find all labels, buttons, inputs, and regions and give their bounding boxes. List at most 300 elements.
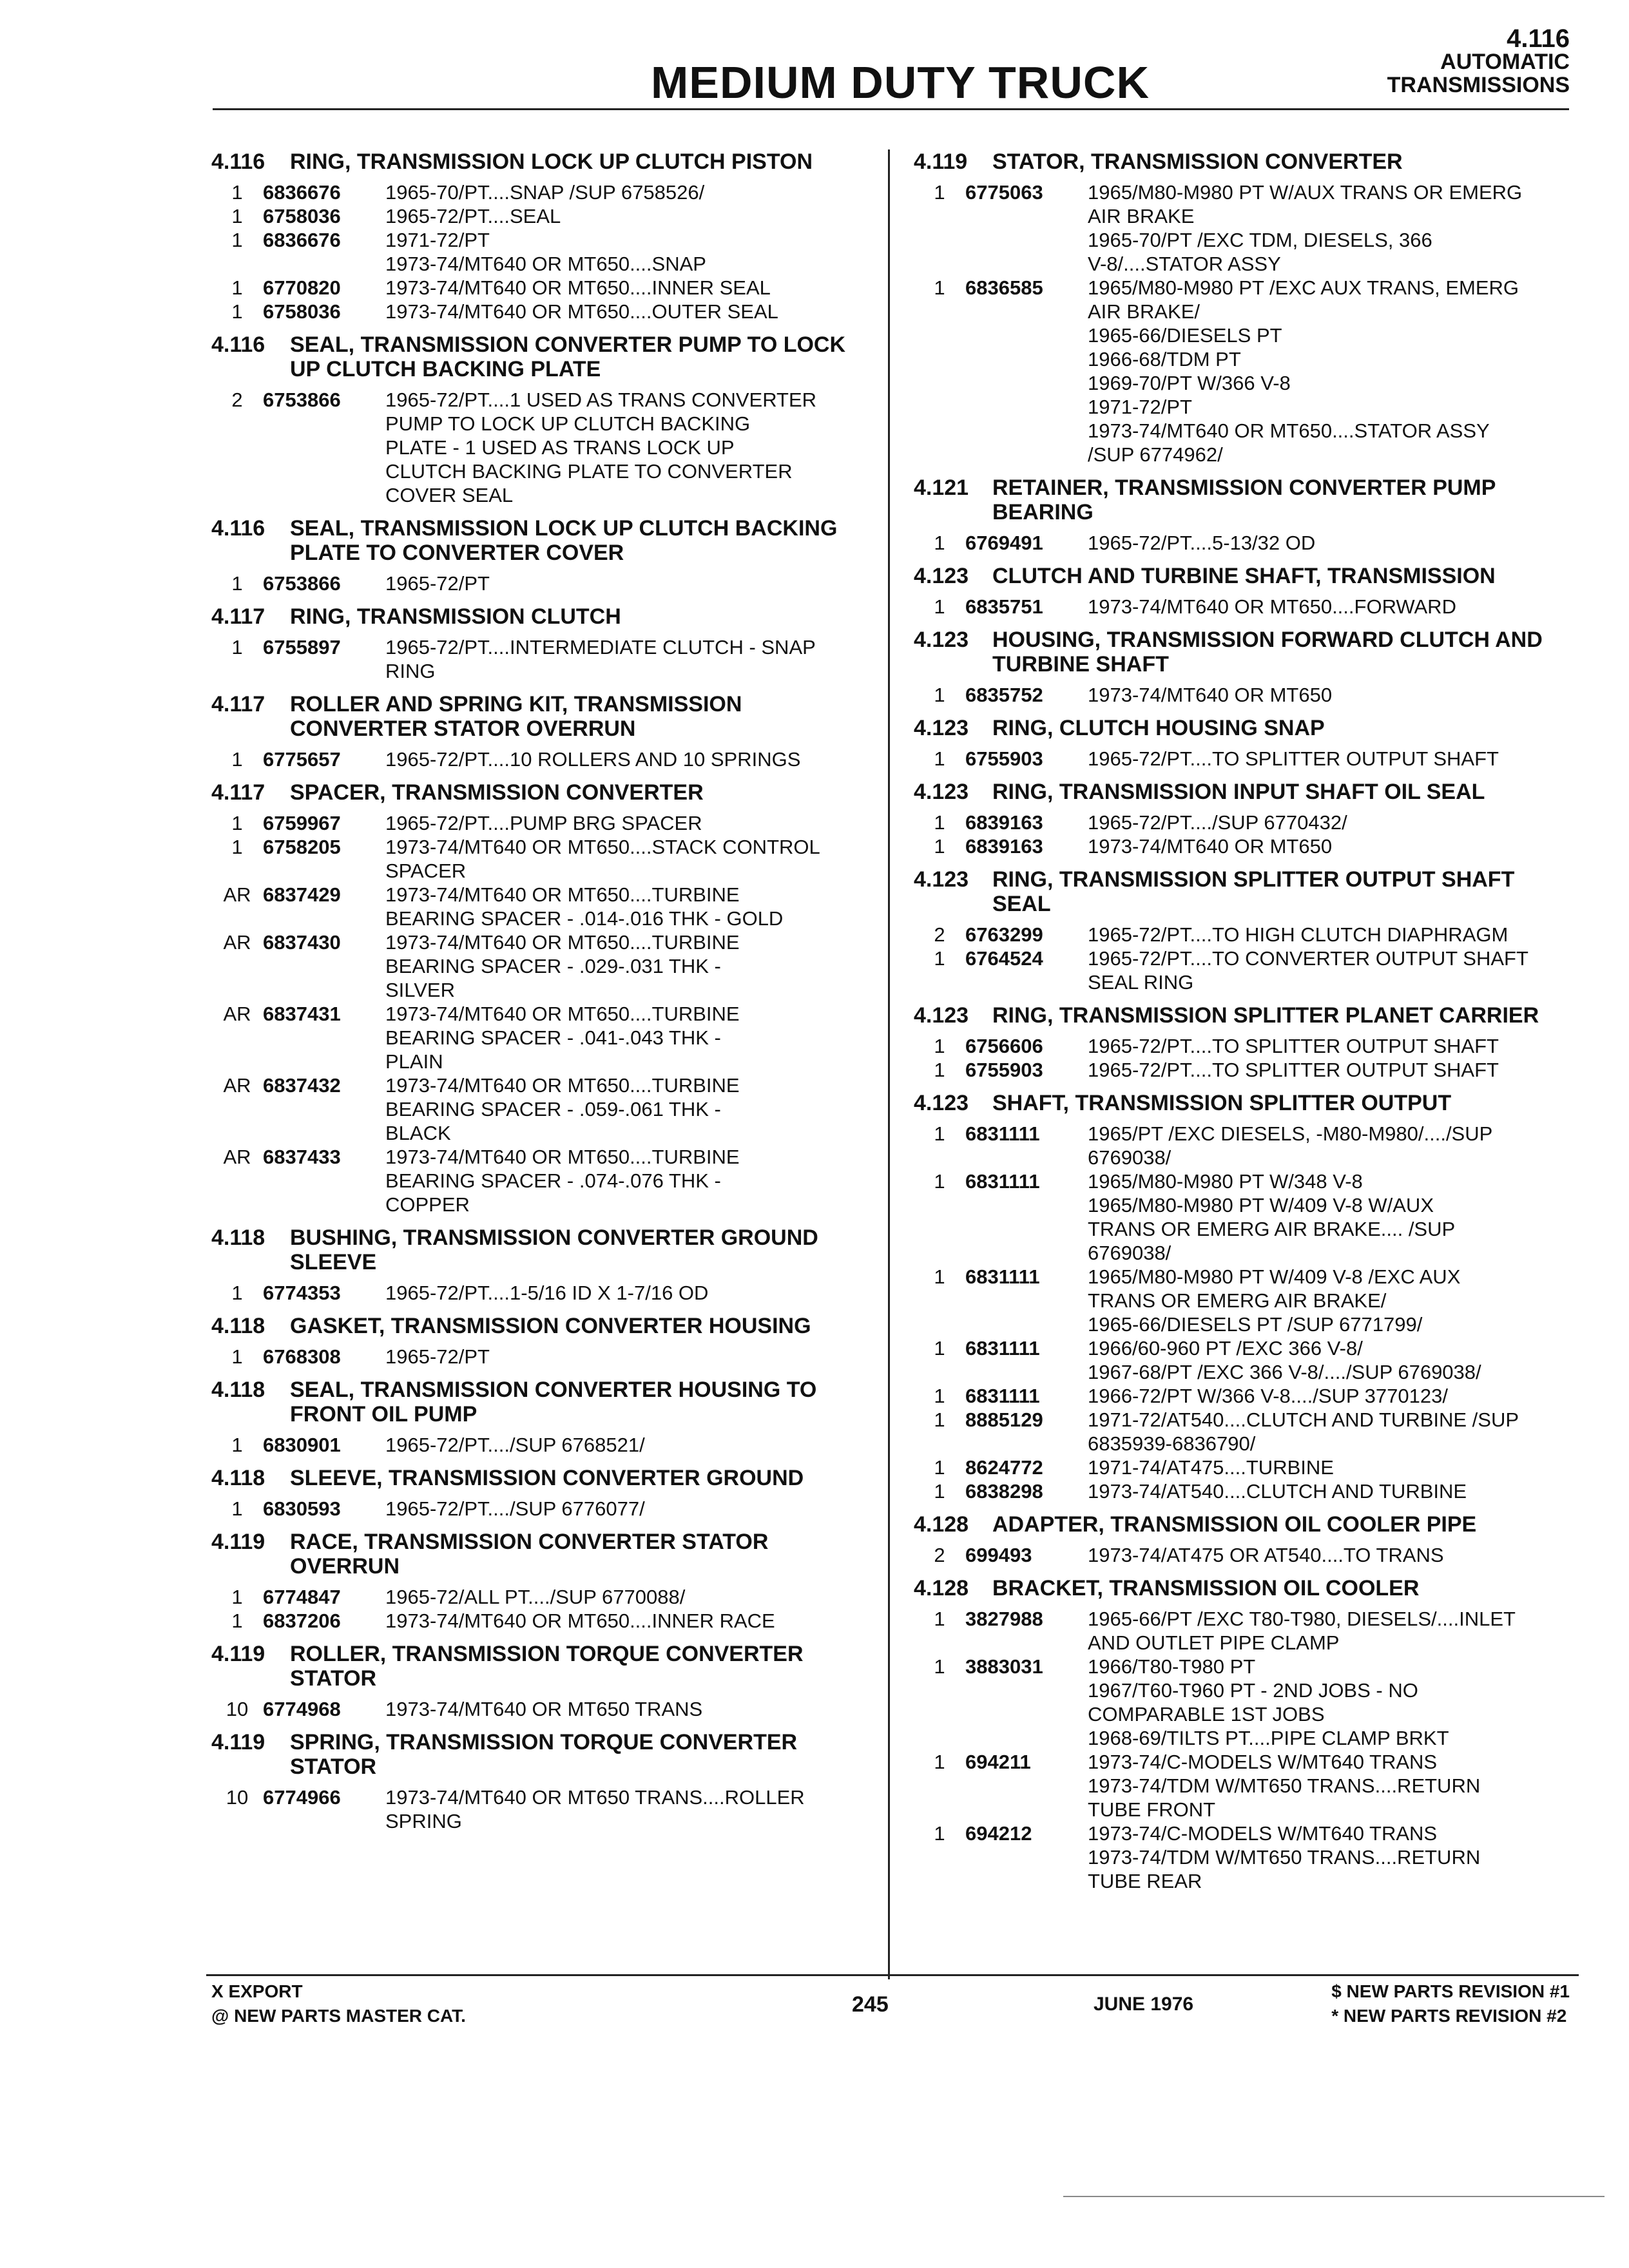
part-row bbox=[914, 1821, 1571, 1893]
part-row bbox=[914, 595, 1571, 619]
part-row bbox=[211, 1345, 856, 1369]
part-row bbox=[211, 1497, 856, 1521]
catalog-section bbox=[914, 716, 1571, 771]
part-quantity: 1 bbox=[231, 572, 243, 595]
section-title: RING, TRANSMISSION SPLITTER OUTPUT SHAFT SEAL bbox=[992, 867, 1515, 916]
part-description bbox=[385, 883, 856, 930]
part-number: 6837433 bbox=[263, 1146, 341, 1168]
part-quantity: 1 bbox=[231, 276, 243, 299]
section-header bbox=[914, 476, 1571, 524]
description-line: SILVER bbox=[385, 979, 455, 1001]
part-description bbox=[1088, 683, 1571, 707]
part-description bbox=[1088, 1408, 1571, 1456]
part-number: 6831111 bbox=[965, 1122, 1040, 1145]
legend-master-cat: @ NEW PARTS MASTER CAT. bbox=[211, 2006, 466, 2026]
part-row bbox=[914, 1607, 1571, 1655]
section-number: 4.116 bbox=[1507, 24, 1570, 53]
right-column bbox=[914, 149, 1571, 1902]
section-code: 4.128 bbox=[914, 1576, 969, 1600]
part-row bbox=[914, 1336, 1571, 1384]
part-description bbox=[385, 228, 856, 276]
description-line: 1965-66/DIESELS PT bbox=[1088, 324, 1282, 347]
part-number: 6836676 bbox=[263, 229, 341, 251]
part-quantity: 1 bbox=[231, 1434, 243, 1456]
part-row bbox=[914, 180, 1571, 276]
part-row bbox=[914, 531, 1571, 555]
part-number: 6775657 bbox=[263, 748, 341, 771]
part-number: 6774847 bbox=[263, 1586, 341, 1608]
description-line: RING bbox=[385, 660, 436, 682]
description-line: 1973-74/MT640 OR MT650....INNER RACE bbox=[385, 1610, 775, 1632]
section-title: SLEEVE, TRANSMISSION CONVERTER GROUND bbox=[290, 1466, 804, 1490]
part-number: 6759967 bbox=[263, 812, 341, 834]
description-line: 1973-74/MT640 OR MT650....TURBINE bbox=[385, 1074, 740, 1097]
part-description bbox=[1088, 595, 1571, 619]
part-quantity: 1 bbox=[934, 835, 945, 858]
description-line: TUBE FRONT bbox=[1088, 1798, 1216, 1821]
part-description bbox=[385, 1073, 856, 1145]
section-code: 4.117 bbox=[211, 604, 265, 629]
section-code: 4.116 bbox=[211, 149, 265, 174]
part-number: 8624772 bbox=[965, 1456, 1043, 1479]
part-description bbox=[385, 1697, 856, 1721]
description-line: 1973-74/MT640 OR MT650....STATOR ASSY bbox=[1088, 419, 1490, 442]
part-number: 6831111 bbox=[965, 1385, 1040, 1407]
section-title: HOUSING, TRANSMISSION FORWARD CLUTCH AND TURBINE SHAFT bbox=[992, 628, 1543, 677]
part-quantity: 1 bbox=[231, 1345, 243, 1368]
part-row bbox=[211, 747, 856, 771]
description-line: AIR BRAKE/ bbox=[1088, 300, 1200, 323]
part-row bbox=[211, 883, 856, 930]
description-line: 1965-72/ALL PT..../SUP 6770088/ bbox=[385, 1586, 686, 1608]
part-quantity: 1 bbox=[934, 1122, 945, 1145]
part-quantity: 1 bbox=[934, 1456, 945, 1479]
section-code: 4.118 bbox=[211, 1466, 265, 1490]
section-code: 4.123 bbox=[914, 564, 969, 588]
description-line: 1973-74/AT475 OR AT540....TO TRANS bbox=[1088, 1544, 1444, 1566]
description-line: 1973-74/MT640 OR MT650 bbox=[1088, 835, 1333, 858]
part-quantity: 1 bbox=[934, 1385, 945, 1407]
section-header bbox=[914, 1576, 1571, 1600]
part-number: 6770820 bbox=[263, 276, 341, 299]
part-number: 6756606 bbox=[965, 1035, 1043, 1057]
part-number: 6774353 bbox=[263, 1282, 341, 1304]
section-code: 4.119 bbox=[914, 149, 968, 174]
part-row bbox=[914, 1384, 1571, 1408]
part-description bbox=[385, 1281, 856, 1305]
description-line: COPPER bbox=[385, 1193, 470, 1216]
header-divider bbox=[213, 108, 1569, 110]
part-row bbox=[914, 811, 1571, 834]
section-header bbox=[211, 1378, 856, 1427]
section-header bbox=[914, 867, 1571, 916]
section-code: 4.119 bbox=[211, 1530, 265, 1554]
description-line: 1973-74/MT640 OR MT650....TURBINE bbox=[385, 931, 740, 954]
page-title: MEDIUM DUTY TRUCK bbox=[651, 57, 1150, 108]
part-quantity: 1 bbox=[934, 1480, 945, 1503]
section-title: GASKET, TRANSMISSION CONVERTER HOUSING bbox=[290, 1314, 811, 1338]
section-title: ROLLER AND SPRING KIT, TRANSMISSION CONVERTER STATOR OVERRUN bbox=[290, 692, 742, 741]
part-description bbox=[1088, 1750, 1571, 1821]
part-quantity: 1 bbox=[934, 595, 945, 618]
description-line: 1971-72/AT540....CLUTCH AND TURBINE /SUP bbox=[1088, 1408, 1519, 1431]
part-description bbox=[1088, 1456, 1571, 1479]
part-row bbox=[211, 388, 856, 507]
part-row bbox=[914, 1655, 1571, 1750]
part-number: 6838298 bbox=[965, 1480, 1043, 1503]
section-title: SEAL, TRANSMISSION LOCK UP CLUTCH BACKING PLATE TO CONVERTER COVER bbox=[290, 516, 838, 565]
legend-revision-1: $ NEW PARTS REVISION #1 bbox=[1331, 1981, 1570, 2001]
part-number: 6835752 bbox=[965, 684, 1043, 706]
part-description bbox=[385, 1345, 856, 1369]
part-description bbox=[385, 1785, 856, 1833]
part-description bbox=[1088, 923, 1571, 947]
description-line: 1973-74/MT640 OR MT650....TURBINE bbox=[385, 1003, 740, 1025]
part-quantity: AR bbox=[223, 1146, 251, 1168]
description-line: /SUP 6774962/ bbox=[1088, 443, 1223, 466]
description-line: 1973-74/MT640 OR MT650 bbox=[1088, 684, 1333, 706]
description-line: PLATE - 1 USED AS TRANS LOCK UP bbox=[385, 436, 735, 459]
catalog-section bbox=[211, 1642, 856, 1721]
description-line: 1973-74/C-MODELS W/MT640 TRANS bbox=[1088, 1751, 1438, 1773]
description-line: 1965-66/DIESELS PT /SUP 6771799/ bbox=[1088, 1313, 1423, 1336]
part-number: 6839163 bbox=[965, 811, 1043, 834]
part-row bbox=[914, 834, 1571, 858]
section-heading bbox=[1387, 24, 1570, 97]
part-row bbox=[211, 204, 856, 228]
part-description bbox=[1088, 1122, 1571, 1169]
part-number: 694211 bbox=[965, 1751, 1031, 1773]
part-description bbox=[1088, 1607, 1571, 1655]
section-code: 4.123 bbox=[914, 1091, 969, 1115]
description-line: 1971-72/PT bbox=[385, 229, 490, 251]
part-number: 6755903 bbox=[965, 747, 1043, 770]
catalog-section bbox=[914, 149, 1571, 466]
part-number: 6836585 bbox=[965, 276, 1043, 299]
part-quantity: 2 bbox=[934, 923, 945, 946]
section-header bbox=[211, 1225, 856, 1274]
part-quantity: 1 bbox=[934, 947, 945, 970]
section-title: SEAL, TRANSMISSION CONVERTER HOUSING TO FRONT OIL PUMP bbox=[290, 1378, 817, 1427]
part-description bbox=[385, 1609, 856, 1633]
part-number: 6774968 bbox=[263, 1698, 341, 1720]
section-code: 4.121 bbox=[914, 476, 969, 500]
section-title: SHAFT, TRANSMISSION SPLITTER OUTPUT bbox=[992, 1091, 1452, 1115]
description-line: 1965-70/PT /EXC TDM, DIESELS, 366 bbox=[1088, 229, 1432, 251]
description-line: 6835939-6836790/ bbox=[1088, 1432, 1256, 1455]
part-number: 6758036 bbox=[263, 300, 341, 323]
part-description bbox=[1088, 834, 1571, 858]
description-line: BEARING SPACER - .014-.016 THK - GOLD bbox=[385, 907, 784, 930]
part-number: 6837432 bbox=[263, 1074, 341, 1097]
part-quantity: 1 bbox=[231, 1610, 243, 1632]
part-number: 694212 bbox=[965, 1822, 1032, 1845]
description-line: 1973-74/AT540....CLUTCH AND TURBINE bbox=[1088, 1480, 1467, 1503]
catalog-section bbox=[914, 1576, 1571, 1893]
description-line: 1973-74/MT640 OR MT650....OUTER SEAL bbox=[385, 300, 778, 323]
catalog-section bbox=[914, 476, 1571, 555]
part-description bbox=[385, 930, 856, 1002]
description-line: 1965-72/PT....5-13/32 OD bbox=[1088, 532, 1316, 554]
catalog-section bbox=[914, 564, 1571, 619]
section-title: RING, TRANSMISSION INPUT SHAFT OIL SEAL bbox=[992, 780, 1485, 804]
description-line: 1967/T60-T960 PT - 2ND JOBS - NO bbox=[1088, 1679, 1418, 1702]
part-row bbox=[211, 835, 856, 883]
part-row bbox=[211, 572, 856, 595]
part-row bbox=[211, 1145, 856, 1216]
part-quantity: 1 bbox=[934, 1822, 945, 1845]
section-header bbox=[211, 1642, 856, 1691]
part-quantity: AR bbox=[223, 883, 251, 906]
section-title: BUSHING, TRANSMISSION CONVERTER GROUND SLEEVE bbox=[290, 1225, 818, 1274]
part-description bbox=[385, 1145, 856, 1216]
section-code: 4.117 bbox=[211, 692, 265, 716]
part-description bbox=[1088, 947, 1571, 994]
description-line: 1973-74/MT640 OR MT650 TRANS bbox=[385, 1698, 703, 1720]
part-quantity: 1 bbox=[934, 1265, 945, 1288]
part-description bbox=[1088, 1479, 1571, 1503]
footer-divider bbox=[206, 1974, 1579, 1976]
catalog-section bbox=[211, 1314, 856, 1369]
part-row bbox=[914, 947, 1571, 994]
part-quantity: AR bbox=[223, 1074, 251, 1097]
part-row bbox=[914, 1479, 1571, 1503]
part-quantity: 1 bbox=[231, 1282, 243, 1304]
section-code: 4.123 bbox=[914, 1003, 969, 1028]
part-row bbox=[914, 1169, 1571, 1265]
part-quantity: 2 bbox=[231, 389, 243, 411]
description-line: 1965-72/PT....TO CONVERTER OUTPUT SHAFT bbox=[1088, 947, 1528, 970]
section-header bbox=[211, 604, 856, 629]
section-header bbox=[914, 716, 1571, 740]
description-line: 1973-74/TDM W/MT650 TRANS....RETURN bbox=[1088, 1774, 1481, 1797]
part-description bbox=[385, 572, 856, 595]
description-line: 1973-74/MT640 OR MT650 TRANS....ROLLER bbox=[385, 1786, 805, 1809]
description-line: 1967-68/PT /EXC 366 V-8/..../SUP 6769038/ bbox=[1088, 1361, 1481, 1383]
part-description bbox=[1088, 811, 1571, 834]
part-quantity: 1 bbox=[231, 300, 243, 323]
catalog-section bbox=[914, 867, 1571, 994]
section-code: 4.123 bbox=[914, 628, 969, 652]
section-header bbox=[914, 1003, 1571, 1028]
catalog-section bbox=[211, 780, 856, 1216]
bottom-rule bbox=[1063, 2196, 1605, 2197]
section-title: ADAPTER, TRANSMISSION OIL COOLER PIPE bbox=[992, 1512, 1477, 1537]
section-code: 4.123 bbox=[914, 780, 969, 804]
description-line: 1965-72/PT..../SUP 6770432/ bbox=[1088, 811, 1347, 834]
section-title: ROLLER, TRANSMISSION TORQUE CONVERTER STATOR bbox=[290, 1642, 804, 1691]
part-number: 6768308 bbox=[263, 1345, 341, 1368]
section-title: RING, TRANSMISSION CLUTCH bbox=[290, 604, 621, 629]
part-row bbox=[211, 930, 856, 1002]
section-header bbox=[211, 1730, 856, 1779]
part-number: 6763299 bbox=[965, 923, 1043, 946]
part-row bbox=[211, 300, 856, 323]
part-row bbox=[211, 811, 856, 835]
part-quantity: 1 bbox=[934, 1408, 945, 1431]
catalog-section bbox=[914, 1512, 1571, 1567]
publication-date: JUNE 1976 bbox=[1094, 1994, 1194, 2015]
part-row bbox=[211, 1697, 856, 1721]
description-line: 1969-70/PT W/366 V-8 bbox=[1088, 372, 1291, 394]
part-row bbox=[211, 1585, 856, 1609]
catalog-section bbox=[211, 332, 856, 507]
description-line: 1965/M80-M980 PT W/409 V-8 /EXC AUX bbox=[1088, 1265, 1461, 1288]
description-line: 1965/PT /EXC DIESELS, -M80-M980/..../SUP bbox=[1088, 1122, 1493, 1145]
description-line: 1965-70/PT....SNAP /SUP 6758526/ bbox=[385, 181, 705, 204]
part-description bbox=[385, 1002, 856, 1073]
part-description bbox=[1088, 531, 1571, 555]
section-code: 4.123 bbox=[914, 716, 969, 740]
part-number: 6753866 bbox=[263, 572, 341, 595]
part-quantity: 1 bbox=[231, 836, 243, 858]
section-title: CLUTCH AND TURBINE SHAFT, TRANSMISSION bbox=[992, 564, 1496, 588]
description-line: BEARING SPACER - .059-.061 THK - bbox=[385, 1098, 721, 1120]
catalog-section bbox=[211, 1225, 856, 1305]
description-line: 1965-72/PT....TO HIGH CLUTCH DIAPHRAGM bbox=[1088, 923, 1509, 946]
part-quantity: 1 bbox=[934, 747, 945, 770]
part-description bbox=[1088, 1169, 1571, 1265]
description-line: 1971-72/PT bbox=[1088, 396, 1192, 418]
page-number: 245 bbox=[852, 1992, 889, 2017]
description-line: AIR BRAKE bbox=[1088, 205, 1195, 227]
part-quantity: 10 bbox=[226, 1786, 249, 1809]
description-line: 1965-72/PT..../SUP 6776077/ bbox=[385, 1497, 645, 1520]
section-title: STATOR, TRANSMISSION CONVERTER bbox=[992, 149, 1403, 174]
part-number: 6769491 bbox=[965, 532, 1043, 554]
description-line: 1965-72/PT....1 USED AS TRANS CONVERTER bbox=[385, 389, 817, 411]
part-description bbox=[385, 1433, 856, 1457]
description-line: 1971-74/AT475....TURBINE bbox=[1088, 1456, 1334, 1479]
section-header bbox=[914, 149, 1571, 174]
part-number: 699493 bbox=[965, 1544, 1032, 1566]
catalog-section bbox=[211, 516, 856, 595]
section-title: RING, TRANSMISSION SPLITTER PLANET CARRIER bbox=[992, 1003, 1539, 1028]
part-quantity: 1 bbox=[934, 1751, 945, 1773]
part-row bbox=[914, 1750, 1571, 1821]
part-description bbox=[385, 180, 856, 204]
part-description bbox=[1088, 1336, 1571, 1384]
part-row bbox=[914, 683, 1571, 707]
part-description bbox=[385, 1585, 856, 1609]
section-header bbox=[211, 1314, 856, 1338]
description-line: SPACER bbox=[385, 860, 467, 882]
description-line: 1965-72/PT....SEAL bbox=[385, 205, 561, 227]
description-line: AND OUTLET PIPE CLAMP bbox=[1088, 1631, 1340, 1654]
description-line: 1966-72/PT W/366 V-8..../SUP 3770123/ bbox=[1088, 1385, 1448, 1407]
part-row bbox=[211, 276, 856, 300]
section-header bbox=[211, 516, 856, 565]
catalog-section bbox=[211, 692, 856, 771]
description-line: 1965-72/PT....TO SPLITTER OUTPUT SHAFT bbox=[1088, 1035, 1499, 1057]
part-row bbox=[914, 276, 1571, 466]
part-quantity: 1 bbox=[231, 229, 243, 251]
description-line: 1965-72/PT....10 ROLLERS AND 10 SPRINGS bbox=[385, 748, 801, 771]
part-row bbox=[211, 635, 856, 683]
section-title: RING, CLUTCH HOUSING SNAP bbox=[992, 716, 1325, 740]
part-description bbox=[1088, 180, 1571, 276]
section-title: RING, TRANSMISSION LOCK UP CLUTCH PISTON bbox=[290, 149, 813, 174]
description-line: BEARING SPACER - .041-.043 THK - bbox=[385, 1026, 721, 1049]
part-quantity: 1 bbox=[934, 532, 945, 554]
catalog-section bbox=[211, 604, 856, 683]
part-row bbox=[211, 1073, 856, 1145]
description-line: COMPARABLE 1ST JOBS bbox=[1088, 1703, 1325, 1725]
description-line: 1973-74/MT640 OR MT650....STACK CONTROL bbox=[385, 836, 820, 858]
part-row bbox=[914, 1122, 1571, 1169]
section-title: SEAL, TRANSMISSION CONVERTER PUMP TO LOCK UP CLUTCH BACKING PLATE bbox=[290, 332, 846, 381]
part-row bbox=[914, 747, 1571, 771]
part-number: 6753866 bbox=[263, 389, 341, 411]
part-row bbox=[914, 1265, 1571, 1336]
section-title: SPRING, TRANSMISSION TORQUE CONVERTER STATOR bbox=[290, 1730, 798, 1779]
description-line: 1973-74/TDM W/MT650 TRANS....RETURN bbox=[1088, 1846, 1481, 1869]
part-description bbox=[385, 204, 856, 228]
description-line: 1965-66/PT /EXC T80-T980, DIESELS/....INLET bbox=[1088, 1608, 1516, 1630]
part-number: 6755897 bbox=[263, 636, 341, 658]
part-number: 6831111 bbox=[965, 1265, 1040, 1288]
part-description bbox=[385, 276, 856, 300]
description-line: SPRING bbox=[385, 1810, 462, 1832]
part-number: 6835751 bbox=[965, 595, 1043, 618]
part-number: 6755903 bbox=[965, 1059, 1043, 1081]
section-header bbox=[211, 692, 856, 741]
description-line: BLACK bbox=[385, 1122, 451, 1144]
part-row bbox=[211, 1609, 856, 1633]
description-line: 1965-72/PT bbox=[385, 572, 490, 595]
catalog-section bbox=[914, 780, 1571, 858]
description-line: 1965/M80-M980 PT W/409 V-8 W/AUX bbox=[1088, 1194, 1434, 1216]
catalog-section bbox=[211, 1530, 856, 1633]
section-code: 4.118 bbox=[211, 1378, 265, 1402]
catalog-section bbox=[211, 1730, 856, 1833]
description-line: 1973-74/C-MODELS W/MT640 TRANS bbox=[1088, 1822, 1438, 1845]
description-line: PLAIN bbox=[385, 1050, 443, 1073]
part-quantity: 1 bbox=[231, 1586, 243, 1608]
catalog-section bbox=[914, 628, 1571, 707]
part-description bbox=[385, 747, 856, 771]
catalog-section bbox=[211, 1378, 856, 1457]
description-line: TRANS OR EMERG AIR BRAKE/ bbox=[1088, 1289, 1387, 1312]
section-header bbox=[914, 564, 1571, 588]
description-line: TUBE REAR bbox=[1088, 1870, 1202, 1892]
description-line: TRANS OR EMERG AIR BRAKE.... /SUP bbox=[1088, 1218, 1456, 1240]
part-row bbox=[914, 1408, 1571, 1456]
description-line: 1965-72/PT....PUMP BRG SPACER bbox=[385, 812, 702, 834]
section-title: RACE, TRANSMISSION CONVERTER STATOR OVERRUN bbox=[290, 1530, 769, 1579]
part-description bbox=[385, 300, 856, 323]
part-description bbox=[1088, 1821, 1571, 1893]
part-number: 3883031 bbox=[965, 1655, 1043, 1678]
description-line: 1973-74/MT640 OR MT650....FORWARD bbox=[1088, 595, 1456, 618]
section-code: 4.116 bbox=[211, 516, 265, 541]
part-number: 6830593 bbox=[263, 1497, 341, 1520]
section-header bbox=[914, 1091, 1571, 1115]
description-line: V-8/....STATOR ASSY bbox=[1088, 253, 1281, 275]
part-number: 6837429 bbox=[263, 883, 341, 906]
left-column bbox=[211, 149, 856, 1842]
footer-legend-left bbox=[211, 1979, 466, 2028]
description-line: SEAL RING bbox=[1088, 971, 1194, 994]
part-number: 6836676 bbox=[263, 181, 341, 204]
part-quantity: AR bbox=[223, 1003, 251, 1025]
part-number: 6775063 bbox=[965, 181, 1043, 204]
section-header bbox=[211, 332, 856, 381]
part-quantity: 1 bbox=[231, 812, 243, 834]
part-number: 6837430 bbox=[263, 931, 341, 954]
part-row bbox=[211, 1281, 856, 1305]
section-code: 4.119 bbox=[211, 1642, 265, 1666]
